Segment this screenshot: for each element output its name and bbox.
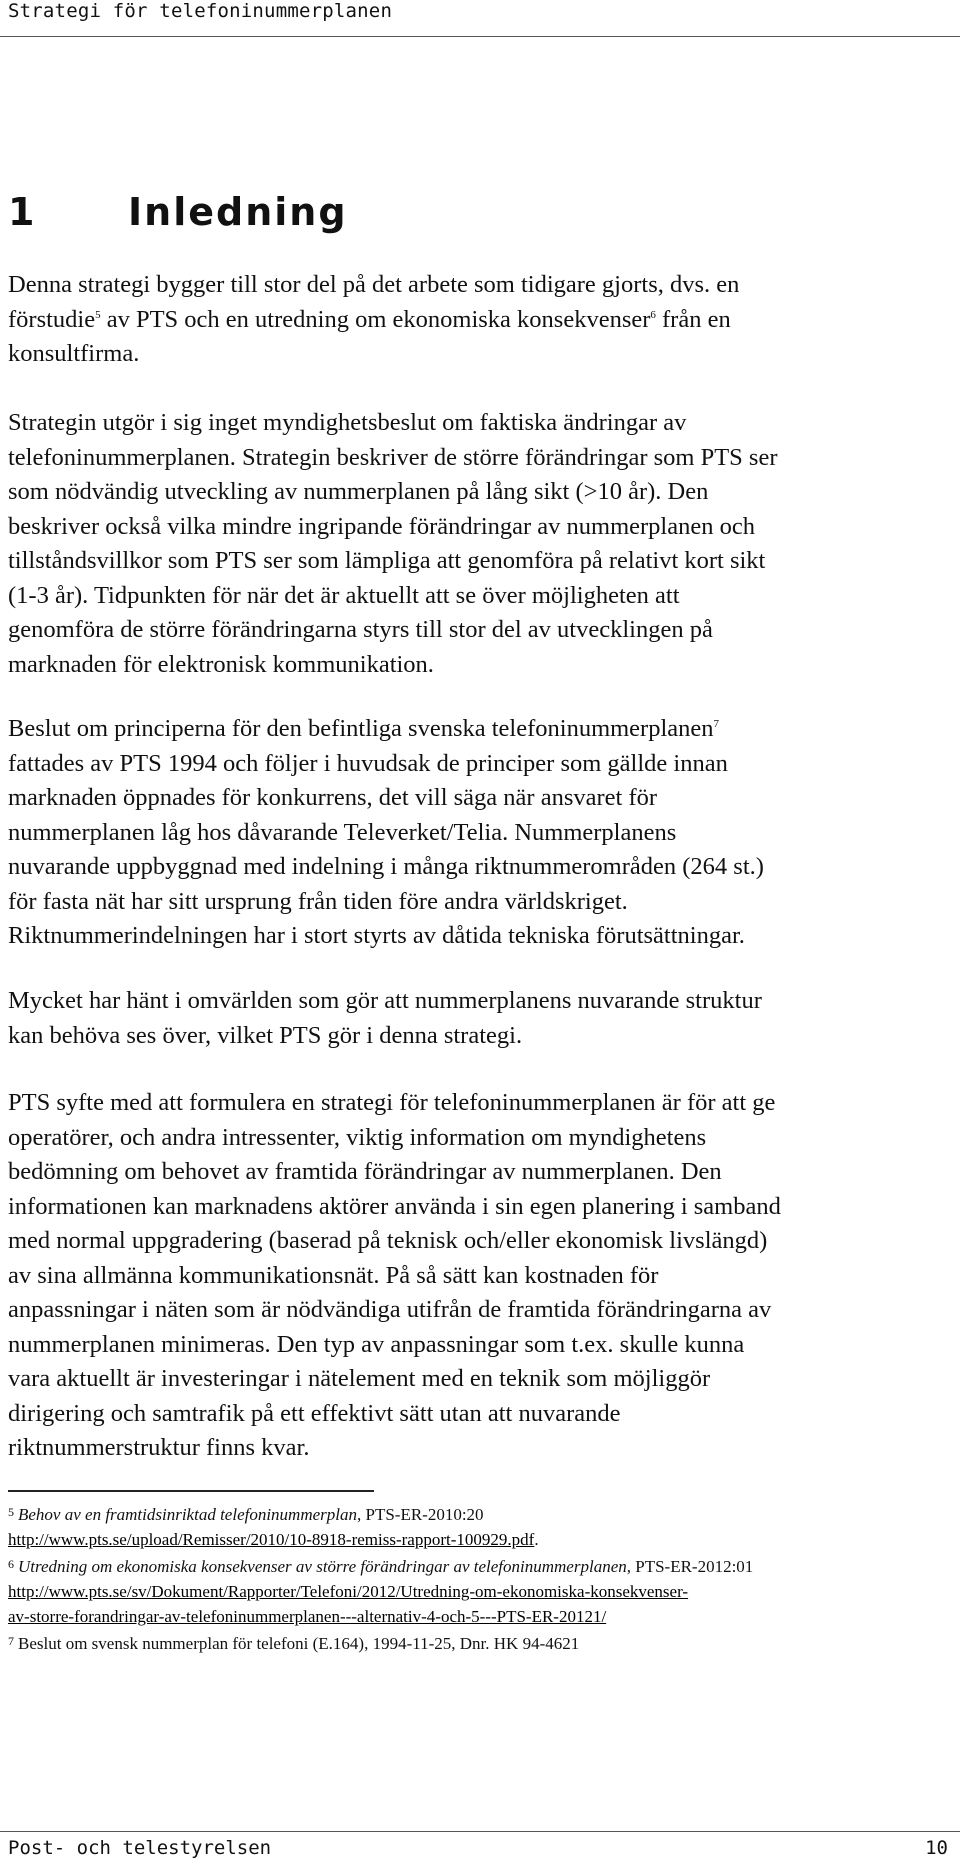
footer-publisher: Post- och telestyrelsen	[8, 1837, 272, 1859]
text-line: genomföra de större förändringarna styrs till stor del av utvecklingen på	[8, 616, 713, 643]
text-line: riktnummerstruktur finns kvar.	[8, 1434, 310, 1461]
chapter-number: 1	[8, 190, 37, 234]
footnote-ref[interactable]: 6	[650, 308, 656, 321]
text-line: Strategin utgör i sig inget myndighetsbeslut om faktiska ändringar av	[8, 409, 687, 436]
text-line: PTS syfte med att formulera en strategi för telefoninummerplanen är för att ge	[8, 1089, 776, 1116]
text-line: dirigering och samtrafik på ett effektivt sätt utan att nuvarande	[8, 1399, 621, 1427]
text-line: operatörer, och andra intressenter, viktig information om myndighetens	[8, 1123, 707, 1151]
text-line: för fasta nät har sitt ursprung från tiden före andra världskriget.	[8, 887, 628, 915]
text-line: vara aktuellt är investeringar i nätelement med en teknik som möjliggör	[8, 1365, 711, 1392]
text-line: fattades av PTS 1994 och följer i huvudsak de principer som gällde innan	[8, 749, 728, 777]
footnote-divider	[8, 1490, 374, 1492]
header-divider	[0, 36, 960, 37]
text-line: nummerplanen låg hos dåvarande Televerket/Telia. Nummerplanens	[8, 818, 677, 846]
text-line: Denna strategi bygger till stor del på det arbete som tidigare gjorts, dvs. en	[8, 271, 740, 298]
footnote-title: Utredning om ekonomiska konsekvenser av större förändringar av telefoninummerplanen	[18, 1557, 627, 1576]
text-line: Mycket har hänt i omvärlden som gör att nummerplanens nuvarande struktur	[8, 987, 762, 1014]
text-line: förstudie$^5$ av PTS och en utredning om ekonomiska konsekvenser$^6$ från en	[8, 305, 731, 333]
text-line: Beslut om principerna för den befintliga svenska telefoninummerplanen$^7$	[8, 715, 720, 742]
chapter-title: Inledning	[128, 190, 348, 234]
paragraph-3	[8, 712, 938, 954]
footnote-ref[interactable]: 7	[713, 718, 720, 730]
page-number: 10	[925, 1837, 948, 1859]
text-line: anpassningar i näten som är nödvändiga utifrån de framtida förändringarna av	[8, 1296, 772, 1323]
footnote-7: $^7$ Beslut om svensk nummerplan för telefoni (E.164), 1994-11-25, Dnr. HK 94-4621	[8, 1634, 580, 1653]
text-line: marknaden öppnades för konkurrens, det vill säga när ansvaret för	[8, 784, 658, 811]
text-line: Riktnummerindelningen har i stort styrts av dåtida tekniska förutsättningar.	[8, 922, 745, 949]
text-line: informationen kan marknadens aktörer använda i sin egen planering i samband	[8, 1192, 781, 1220]
text-line: (1-3 år). Tidpunkten för när det är aktuellt att se över möjligheten att	[8, 581, 680, 609]
footer-divider	[0, 1831, 960, 1832]
footnote-link[interactable]: http://www.pts.se/sv/Dokument/Rapporter/Telefoni/2012/Utredning-om-ekonomiska-konsekvenser-	[8, 1582, 689, 1601]
text-line: konsultfirma.	[8, 340, 140, 367]
text-line: bedömning om behovet av framtida förändringar av nummerplanen. Den	[8, 1158, 722, 1185]
text-line: med normal uppgradering (baserad på teknisk och/eller ekonomisk livslängd)	[8, 1227, 768, 1254]
text-line: nuvarande uppbyggnad med indelning i många riktnummerområden (264 st.)	[8, 853, 764, 880]
text-line: av sina allmänna kommunikationsnät. På så sätt kan kostnaden för	[8, 1261, 659, 1289]
footnote-title: Behov av en framtidsinriktad telefoninummerplan	[18, 1505, 357, 1524]
footnote-number: 6	[8, 1557, 14, 1571]
text-line: som nödvändig utveckling av nummerplanen på lång sikt (>10 år). Den	[8, 478, 709, 505]
text-line: tillståndsvillkor som PTS ser som lämpliga att genomföra på relativt kort sikt	[8, 547, 766, 574]
footnote-6: $^6$ Utredning om ekonomiska konsekvenser av större förändringar av telefoninummerplanen, PTS-ER-2012:01	[8, 1557, 754, 1576]
footnotes: $^5$ Behov av en framtidsinriktad telefoninummerplan, PTS-ER-2010:20 http://www.pts.se/upload/Remisser/2010/10-8918-remiss-rapport-100929.pdf. $^6$ Utredning om ekonomiska konsekvenser av större förändringar av telefoninummerplanen, PTS-ER-2012:01 http://www.pts.se/sv/Dokument/Rapporter/Telefoni/2012/Utredning-om-ekonomiska-konsekvenser- av-storre-forandringar-av-telefoninummerplanen---alternativ-4-och-5---PTS-ER-20121/ $^7$ Beslut om svensk nummerplan för telefoni (E.164), 1994-11-25, Dnr. HK 94-4621	[8, 1500, 953, 1656]
footnote-link[interactable]: av-storre-forandringar-av-telefoninummerplanen---alternativ-4-och-5---PTS-ER-20121/	[8, 1607, 607, 1626]
paragraph-1	[8, 268, 938, 372]
footnote-5: $^5$ Behov av en framtidsinriktad telefoninummerplan, PTS-ER-2010:20	[8, 1505, 484, 1524]
text-line: telefoninummerplanen. Strategin beskriver de större förändringar som PTS ser	[8, 443, 778, 471]
running-header: Strategi för telefoninummerplanen	[8, 0, 393, 22]
text-line: kan behöva ses över, vilket PTS gör i denna strategi.	[8, 1021, 523, 1049]
footnote-number: 7	[8, 1634, 14, 1648]
paragraph-2	[8, 406, 938, 682]
paragraph-4	[8, 984, 938, 1053]
text-line: marknaden för elektronisk kommunikation.	[8, 650, 434, 678]
paragraph-5	[8, 1086, 938, 1466]
chapter-heading	[8, 190, 348, 234]
text-line: nummerplanen minimeras. Den typ av anpassningar som t.ex. skulle kunna	[8, 1330, 745, 1358]
footnote-link[interactable]: http://www.pts.se/upload/Remisser/2010/10-8918-remiss-rapport-100929.pdf	[8, 1530, 535, 1549]
text-line: beskriver också vilka mindre ingripande förändringar av nummerplanen och	[8, 512, 755, 540]
footnote-number: 5	[8, 1505, 14, 1519]
footnote-ref[interactable]: 5	[95, 308, 101, 321]
